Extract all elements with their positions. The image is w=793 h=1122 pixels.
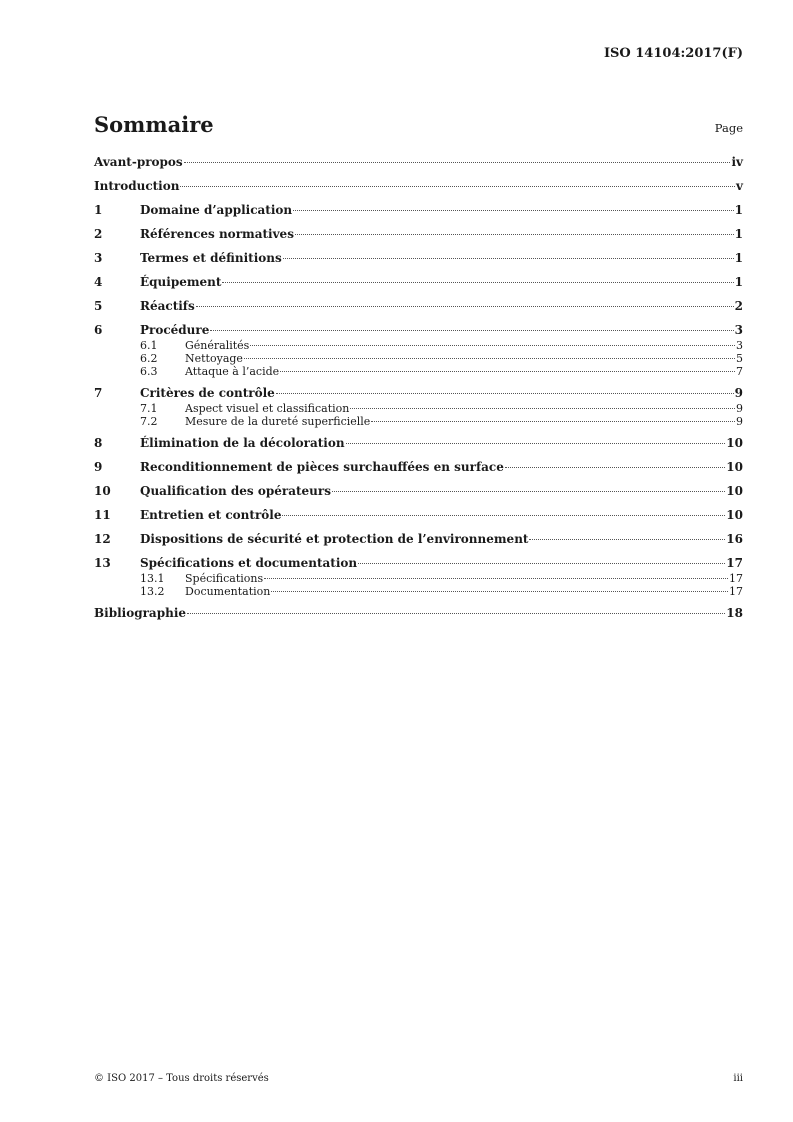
- toc-entry[interactable]: [94, 555, 743, 572]
- toc-section: [94, 154, 743, 171]
- toc-label: Attaque à l’acide: [185, 364, 280, 378]
- toc-subentry[interactable]: [94, 402, 743, 415]
- toc-label: Termes et définitions: [140, 251, 282, 265]
- dot-leader: [295, 234, 734, 235]
- toc-entry[interactable]: [94, 154, 743, 171]
- toc-label: Réactifs: [140, 299, 195, 313]
- page-footer: [94, 1073, 743, 1084]
- dot-leader: [346, 443, 726, 444]
- dot-leader: [264, 578, 728, 579]
- toc-entry[interactable]: [94, 178, 743, 195]
- toc-subentry[interactable]: [94, 415, 743, 428]
- toc-number: 7: [94, 386, 103, 400]
- toc-section: [94, 250, 743, 267]
- toc-number: 4: [94, 275, 103, 289]
- toc-subentry[interactable]: [94, 365, 743, 378]
- toc-number: 8: [94, 436, 103, 450]
- toc-number: 3: [94, 251, 103, 265]
- toc-section: [94, 274, 743, 291]
- toc-entry[interactable]: [94, 385, 743, 402]
- toc-entry[interactable]: [94, 202, 743, 219]
- toc-entry[interactable]: [94, 605, 743, 622]
- toc-page-number: 1: [734, 203, 743, 217]
- toc-entry[interactable]: [94, 322, 743, 339]
- dot-leader: [222, 282, 733, 283]
- toc-page-number: v: [736, 179, 743, 193]
- toc-label: Généralités: [185, 338, 250, 352]
- toc-label: Documentation: [185, 584, 271, 598]
- page-title: Sommaire: [94, 112, 214, 137]
- toc-page-number: 5: [736, 351, 743, 365]
- toc-entry[interactable]: [94, 483, 743, 500]
- toc-number: 6.2: [140, 351, 158, 365]
- toc-page-number: 2: [734, 299, 743, 313]
- toc-label: Qualification des opérateurs: [140, 484, 331, 498]
- copyright-notice: © ISO 2017 – Tous droits réservés: [94, 1073, 269, 1084]
- dot-leader: [283, 258, 734, 259]
- toc-number: 10: [94, 484, 111, 498]
- toc-number: 13: [94, 556, 111, 570]
- toc-label: Spécifications: [185, 571, 264, 585]
- toc-page-number: 18: [726, 606, 743, 620]
- toc-subentry[interactable]: [94, 352, 743, 365]
- toc-label: Critères de contrôle: [140, 386, 275, 400]
- toc-entry[interactable]: [94, 435, 743, 452]
- dot-leader: [350, 408, 735, 409]
- toc-label: Spécifications et documentation: [140, 556, 358, 570]
- toc-entry[interactable]: [94, 298, 743, 315]
- toc-label: Équipement: [140, 275, 222, 289]
- toc-label: Bibliographie: [94, 606, 187, 620]
- toc-page-number: 17: [729, 571, 743, 585]
- dot-leader: [332, 491, 725, 492]
- toc-number: 7.1: [140, 401, 158, 415]
- toc-label: Entretien et contrôle: [140, 508, 282, 522]
- table-of-contents: [94, 154, 743, 629]
- dot-leader: [180, 186, 735, 187]
- toc-page-number: 1: [734, 251, 743, 265]
- toc-number: 6.3: [140, 364, 158, 378]
- dot-leader: [196, 306, 734, 307]
- toc-entry[interactable]: [94, 274, 743, 291]
- toc-page-number: 7: [736, 364, 743, 378]
- toc-section: [94, 555, 743, 598]
- toc-label: Dispositions de sécurité et protection de l’environnement: [140, 532, 529, 546]
- toc-section: [94, 435, 743, 452]
- dot-leader: [276, 393, 734, 394]
- toc-section: [94, 385, 743, 428]
- toc-entry[interactable]: [94, 226, 743, 243]
- toc-section: [94, 459, 743, 476]
- toc-page-number: 17: [726, 556, 743, 570]
- toc-number: 7.2: [140, 414, 158, 428]
- toc-section: [94, 507, 743, 524]
- toc-page-number: 9: [736, 414, 743, 428]
- toc-subentry[interactable]: [94, 339, 743, 352]
- dot-leader: [293, 210, 734, 211]
- dot-leader: [244, 358, 735, 359]
- document-code: ISO 14104:2017(F): [603, 46, 743, 61]
- dot-leader: [250, 345, 735, 346]
- dot-leader: [358, 563, 725, 564]
- toc-page-number: 3: [734, 323, 743, 337]
- title-row: [94, 112, 743, 137]
- toc-page-number: iv: [731, 155, 743, 169]
- toc-number: 2: [94, 227, 103, 241]
- toc-label: Mesure de la dureté superficielle: [185, 414, 371, 428]
- toc-entry[interactable]: [94, 459, 743, 476]
- toc-entry[interactable]: [94, 531, 743, 548]
- dot-leader: [371, 421, 735, 422]
- dot-leader: [210, 330, 733, 331]
- toc-section: [94, 322, 743, 378]
- toc-page-number: 10: [726, 436, 743, 450]
- toc-section: [94, 483, 743, 500]
- toc-page-number: 10: [726, 460, 743, 474]
- toc-page-number: 17: [729, 584, 743, 598]
- toc-label: Références normatives: [140, 227, 294, 241]
- toc-page-number: 10: [726, 484, 743, 498]
- toc-number: 12: [94, 532, 111, 546]
- toc-number: 6.1: [140, 338, 158, 352]
- dot-leader: [187, 613, 725, 614]
- toc-page-number: 9: [736, 401, 743, 415]
- toc-number: 13.2: [140, 584, 165, 598]
- dot-leader: [529, 539, 725, 540]
- toc-page-number: 16: [726, 532, 743, 546]
- page-column-label: Page: [714, 121, 743, 135]
- toc-section: [94, 202, 743, 219]
- toc-label: Procédure: [140, 323, 210, 337]
- dot-leader: [282, 515, 725, 516]
- dot-leader: [505, 467, 725, 468]
- dot-leader: [184, 162, 731, 163]
- toc-number: 13.1: [140, 571, 165, 585]
- dot-leader: [271, 591, 728, 592]
- toc-number: 9: [94, 460, 103, 474]
- toc-page-number: 1: [734, 275, 743, 289]
- toc-number: 6: [94, 323, 103, 337]
- toc-label: Aspect visuel et classification: [185, 401, 350, 415]
- toc-entry[interactable]: [94, 507, 743, 524]
- toc-page-number: 1: [734, 227, 743, 241]
- toc-label: Introduction: [94, 179, 180, 193]
- toc-entry[interactable]: [94, 250, 743, 267]
- toc-page-number: 9: [734, 386, 743, 400]
- toc-page-number: 3: [736, 338, 743, 352]
- toc-label: Nettoyage: [185, 351, 243, 365]
- toc-section: [94, 531, 743, 548]
- toc-label: Domaine d’application: [140, 203, 293, 217]
- page-number: iii: [733, 1073, 743, 1084]
- toc-subentry[interactable]: [94, 572, 743, 585]
- toc-section: [94, 178, 743, 195]
- dot-leader: [280, 371, 735, 372]
- toc-label: Reconditionnement de pièces surchauffées en surface: [140, 460, 504, 474]
- toc-section: [94, 605, 743, 622]
- toc-number: 5: [94, 299, 103, 313]
- toc-label: Élimination de la décoloration: [140, 436, 345, 450]
- toc-page-number: 10: [726, 508, 743, 522]
- toc-number: 1: [94, 203, 103, 217]
- toc-label: Avant-propos: [94, 155, 183, 169]
- toc-section: [94, 298, 743, 315]
- toc-number: 11: [94, 508, 111, 522]
- toc-section: [94, 226, 743, 243]
- toc-subentry[interactable]: [94, 585, 743, 598]
